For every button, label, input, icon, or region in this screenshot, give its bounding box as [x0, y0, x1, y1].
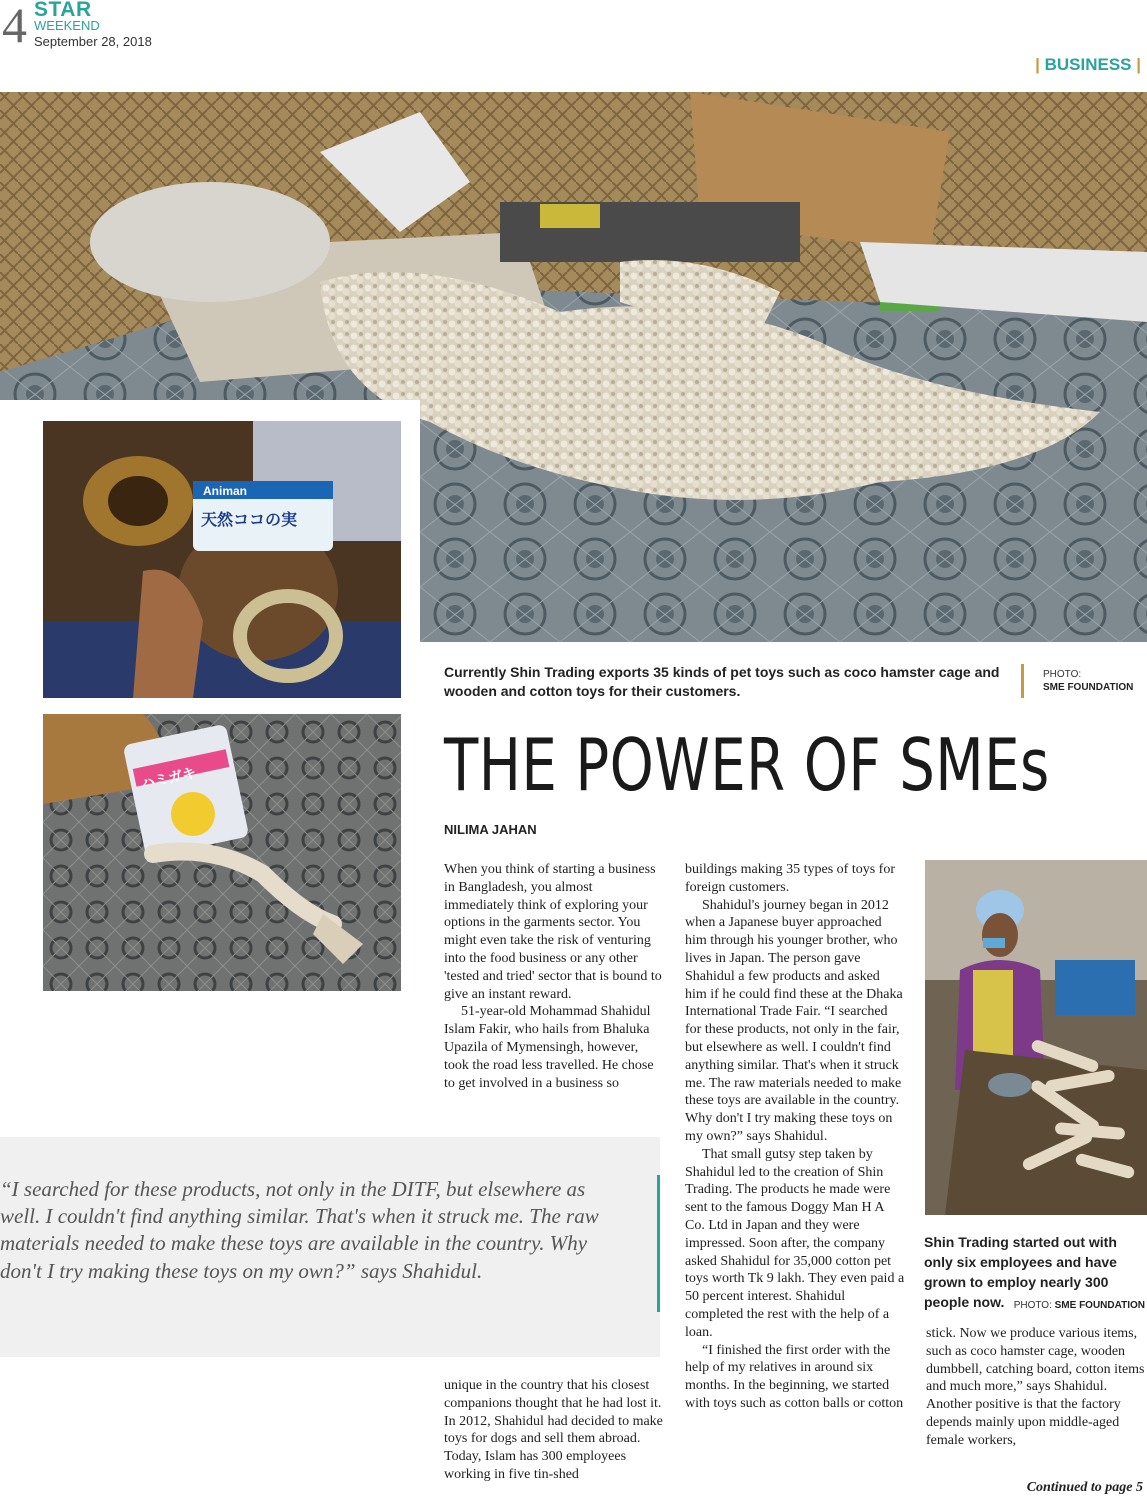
- worker-credit-source: SME FOUNDATION: [1054, 1300, 1145, 1311]
- cotton-rope-toy-photo: [43, 714, 401, 991]
- section-label: | BUSINESS |: [1035, 55, 1141, 74]
- paragraph: unique in the country that his closest companions thought that he had lost it. In 2012, Shahidul had decided to make toys for dogs and sell them abroad. Today, Islam has 300 employees working in five tin-shed: [444, 1378, 663, 1482]
- cotton-rope-toy-illustration: [43, 714, 401, 991]
- paragraph: buildings making 35 types of toys for foreign customers.: [685, 862, 895, 895]
- paragraph: When you think of starting a business in Bangladesh, you almost immediately think of exploring your options in the garments sector. You might even take the risk of venturing into the food business or any other 'tested and tried' sector that is bound to give an instant reward.: [444, 862, 662, 1002]
- pull-quote-rule: [657, 1175, 660, 1312]
- worker-photo: [925, 860, 1147, 1215]
- pull-quote: “I searched for these products, not only in the DITF, but elsewhere as well. I couldn't find anything similar. That's when it struck me. The raw materials needed to make these toys are available in the country. Why don't I try making these toys on my own?” says Shahidul.: [0, 1177, 599, 1283]
- body-column-1-bottom: [444, 1377, 665, 1484]
- worker-photo-caption: Shin Trading started out with only six employees and have grown to employ nearly 300 people now.: [924, 1234, 1117, 1310]
- article-byline: NILIMA JAHAN: [444, 822, 537, 837]
- body-column-1-top: [444, 861, 665, 1092]
- hero-credit-label: PHOTO:: [1043, 669, 1082, 680]
- worker-photo-illustration: [925, 860, 1147, 1215]
- brand-logo: STAR: [34, 0, 92, 21]
- article-headline: THE POWER OF SMEs: [444, 723, 1050, 807]
- section-name: BUSINESS: [1044, 55, 1132, 74]
- continued-link[interactable]: Continued to page 5: [1026, 1480, 1143, 1495]
- hero-credit-source: SME FOUNDATION: [1043, 682, 1134, 693]
- coco-hamster-cage-illustration: [43, 421, 401, 698]
- hero-photo-caption: Currently Shin Trading exports 35 kinds of pet toys such as coco hamster cage and wooden and cotton toys for their customers.: [444, 664, 1000, 699]
- body-column-2: [685, 861, 905, 1413]
- paragraph: That small gutsy step taken by Shahidul led to the creation of Shin Trading. The products he made were sent to the famous Doggy Man H A Co. Ltd in Japan and they were impressed. Soon after, the company asked Shahidul for 35,000 cotton pet toys worth Tk 9 lakh. They even paid a 50 percent interest. Shahidul completed the rest with the help of a loan.: [685, 1146, 905, 1340]
- pack1-brand: Animan: [203, 484, 248, 498]
- paragraph: Shahidul's journey began in 2012 when a Japanese buyer approached him through his younger brother, who lives in Japan. The person gave Shahidul a few products and asked him if he could find these at the Dhaka International Trade Fair. “I searched for these products, not only in the fair, but elsewhere as well. I couldn't find anything similar. That's when it struck me. The raw materials needed to make these toys are available in the country. Why don't I try making these toys on my own?” says Shahidul.: [685, 897, 903, 1144]
- paragraph: stick. Now we produce various items, such as coco hamster cage, wooden dumbbell, catching board, cotton items and much more,” says Shahidul. Another positive is that the factory depends mainly upon middle-aged female workers,: [926, 1326, 1145, 1448]
- pack1-label: 天然ココの実: [201, 510, 298, 529]
- paragraph: “I finished the first order with the help of my relatives in around six months. In the beginning, we started with toys such as cotton balls or cotton: [685, 1342, 904, 1411]
- worker-credit-label: PHOTO:: [1013, 1300, 1055, 1311]
- paragraph: 51-year-old Mohammad Shahidul Islam Fakir, who hails from Bhaluka Upazila of Mymensingh, however, took the road less travelled. He chose to get involved in a business so: [444, 1004, 654, 1091]
- pack2-label: ハミガキ: [139, 765, 198, 793]
- issue-date: September 28, 2018: [34, 34, 152, 49]
- body-column-3: [926, 1325, 1145, 1450]
- credit-divider: [1021, 664, 1024, 698]
- worker-photo-credit: [1014, 1300, 1145, 1311]
- page-number: 4: [2, 0, 27, 53]
- brand-subtitle: WEEKEND: [34, 18, 100, 33]
- coco-hamster-cage-photo: [43, 421, 401, 698]
